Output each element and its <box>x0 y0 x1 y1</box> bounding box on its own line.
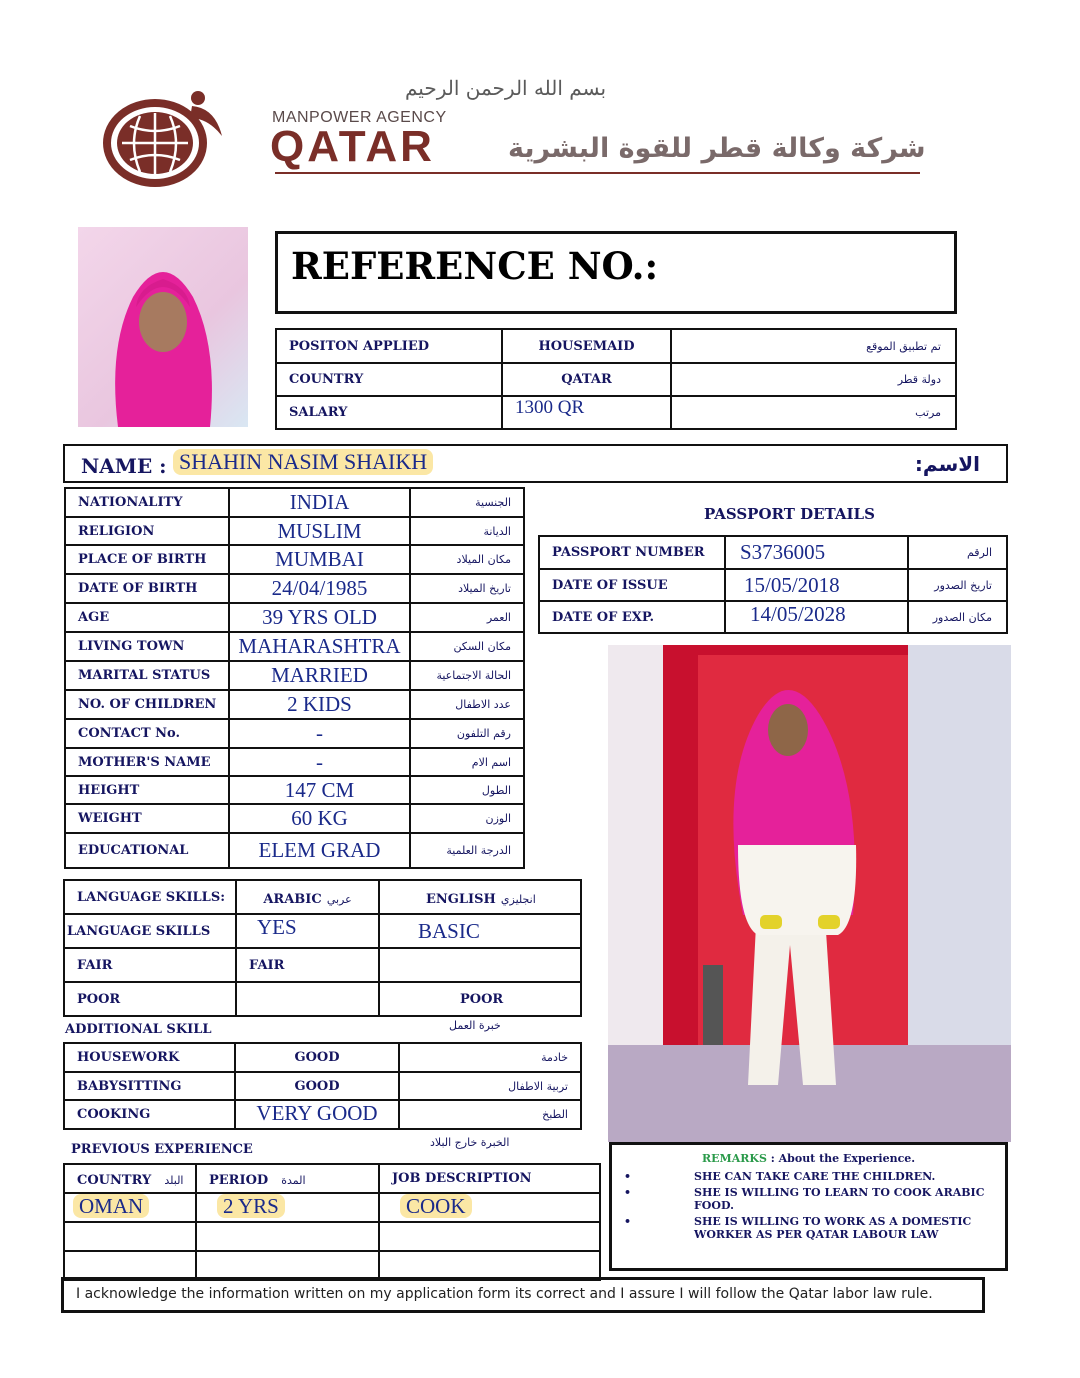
field-label: NATIONALITY <box>65 488 229 517</box>
field-value: 147 CM <box>229 776 410 804</box>
reference-title: REFERENCE NO.: <box>291 244 659 288</box>
experience-period: 2 YRS <box>217 1194 285 1218</box>
expiry-date-arabic: مكان الصدور <box>908 601 1007 633</box>
remarks-title <box>702 1152 915 1165</box>
table-row <box>64 1072 581 1100</box>
cooking-arabic: الطبخ <box>399 1100 581 1129</box>
issue-date-arabic: تاريخ الصدور <box>908 569 1007 601</box>
applicant-name: SHAHIN NASIM SHAIKH <box>173 449 433 475</box>
cooking-value: VERY GOOD <box>235 1100 399 1129</box>
field-label: EDUCATIONAL <box>65 833 229 868</box>
position-value: HOUSEMAID <box>502 329 671 363</box>
field-value: 2 KIDS <box>229 690 410 719</box>
field-label: AGE <box>65 603 229 632</box>
english-column-arabic: انجليزي <box>500 892 536 906</box>
field-value: MARRIED <box>229 661 410 690</box>
salary-label: SALARY <box>276 396 502 429</box>
applicant-portrait-photo <box>78 227 248 427</box>
fair-label: FAIR <box>64 948 236 982</box>
table-row <box>64 1251 600 1280</box>
field-arabic-label: الطول <box>410 776 524 804</box>
field-value: - <box>229 748 410 776</box>
issue-date-label: DATE OF ISSUE <box>539 569 725 601</box>
list-item: • SHE IS WILLING TO LEARN TO COOK ARABIC FOOD. <box>624 1186 985 1212</box>
remarks-title-rest: : About the Experience. <box>770 1152 916 1165</box>
babysitting-label: BABYSITTING <box>64 1072 235 1100</box>
experience-job: COOK <box>400 1194 472 1218</box>
arabic-column-header <box>236 880 379 914</box>
field-arabic-label: تاريخ الميلاد <box>410 574 524 603</box>
table-row <box>65 574 524 603</box>
passport-title: PASSPORT DETAILS <box>704 505 875 523</box>
table-row <box>64 1222 600 1251</box>
table-row <box>65 719 524 748</box>
table-row <box>65 804 524 833</box>
field-arabic-label: رقم التلفون <box>410 719 524 748</box>
table-row <box>539 601 1007 633</box>
job-column-label: JOB DESCRIPTION <box>379 1164 600 1193</box>
field-value: MAHARASHTRA <box>229 632 410 661</box>
language-skills-label: LANGUAGE SKILLS <box>64 914 236 948</box>
field-label: MOTHER'S NAME <box>65 748 229 776</box>
additional-skills-table <box>63 1042 582 1130</box>
previous-experience-arabic-title: الخبرة خارج البلاد <box>430 1136 510 1149</box>
header-divider <box>275 172 920 174</box>
table-row <box>65 632 524 661</box>
field-arabic-label: الحالة الاجتماعية <box>410 661 524 690</box>
table-row <box>539 569 1007 601</box>
field-arabic-label: مكان السكن <box>410 632 524 661</box>
table-row <box>65 661 524 690</box>
period-column-header <box>196 1164 379 1193</box>
housework-label: HOUSEWORK <box>64 1043 235 1072</box>
remarks-title-label: REMARKS <box>702 1152 767 1165</box>
remarks-list <box>624 1170 1004 1241</box>
field-value: ELEM GRAD <box>229 833 410 868</box>
table-row <box>539 536 1007 569</box>
english-column-label: ENGLISH <box>426 891 496 907</box>
table-row <box>64 1100 581 1129</box>
issue-date-value: 15/05/2018 <box>725 569 908 601</box>
babysitting-value: GOOD <box>235 1072 399 1100</box>
passport-number-arabic: الرقم <box>908 536 1007 569</box>
arabic-fair-value: FAIR <box>236 948 379 982</box>
list-item: • SHE IS WILLING TO WORK AS A DOMESTIC WORKER AS PER QATAR LABOUR LAW <box>624 1215 972 1241</box>
arabic-column-arabic: عربي <box>326 892 352 906</box>
country-value: QATAR <box>502 363 671 396</box>
table-row <box>64 1193 600 1222</box>
table-row <box>64 914 581 948</box>
passport-number-label: PASSPORT NUMBER <box>539 536 725 569</box>
field-arabic-label: الوزن <box>410 804 524 833</box>
field-label: CONTACT No. <box>65 719 229 748</box>
position-label: POSITON APPLIED <box>276 329 502 363</box>
field-value: MUSLIM <box>229 517 410 545</box>
expiry-date-value: 14/05/2028 <box>725 601 908 633</box>
reference-box <box>275 231 957 314</box>
experience-table <box>63 1163 601 1281</box>
table-row <box>65 603 524 632</box>
name-arabic-label: الاسم: <box>914 452 980 476</box>
applicant-full-photo <box>608 645 1011 1142</box>
language-table <box>63 879 582 1017</box>
field-label: HEIGHT <box>65 776 229 804</box>
babysitting-arabic: تربية الاطفال <box>399 1072 581 1100</box>
field-arabic-label: عدد الاطفال <box>410 690 524 719</box>
table-row <box>64 982 581 1016</box>
field-label: MARITAL STATUS <box>65 661 229 690</box>
field-label: LIVING TOWN <box>65 632 229 661</box>
agency-title: QATAR <box>270 122 435 171</box>
table-row <box>64 948 581 982</box>
period-column-arabic: المدة <box>281 1174 306 1187</box>
acknowledgement-text: I acknowledge the information written on my application form its correct and I assure I will follow the Qatar labor law rule. <box>61 1277 985 1313</box>
field-value: 24/04/1985 <box>229 574 410 603</box>
table-row <box>65 690 524 719</box>
name-label: NAME : <box>81 454 167 478</box>
field-arabic-label: العمر <box>410 603 524 632</box>
table-row <box>276 396 956 429</box>
field-arabic-label: مكان الميلاد <box>410 545 524 574</box>
country-label: COUNTRY <box>276 363 502 396</box>
field-arabic-label: الجنسية <box>410 488 524 517</box>
country-arabic: دولة قطر <box>671 363 956 396</box>
field-label: NO. OF CHILDREN <box>65 690 229 719</box>
additional-skill-title: ADDITIONAL SKILL <box>65 1022 212 1037</box>
poor-label: POOR <box>64 982 236 1016</box>
english-skill-value: BASIC <box>379 914 581 948</box>
agency-logo <box>100 88 230 188</box>
table-row <box>65 517 524 545</box>
position-arabic: تم تطبيق الموقع <box>671 329 956 363</box>
table-row <box>276 363 956 396</box>
list-item: • SHE CAN TAKE CARE THE CHILDREN. <box>624 1170 936 1183</box>
housework-value: GOOD <box>235 1043 399 1072</box>
cooking-label: COOKING <box>64 1100 235 1129</box>
field-label: RELIGION <box>65 517 229 545</box>
table-row <box>65 776 524 804</box>
english-poor-value: POOR <box>379 982 581 1016</box>
table-row <box>65 488 524 517</box>
field-arabic-label: الدرجة العلمية <box>410 833 524 868</box>
experience-country: OMAN <box>73 1194 149 1218</box>
field-label: PLACE OF BIRTH <box>65 545 229 574</box>
expiry-date-label: DATE OF EXP. <box>539 601 725 633</box>
position-table <box>275 328 957 430</box>
salary-value: 1300 QR <box>502 396 671 429</box>
passport-table <box>538 535 1008 634</box>
table-row <box>64 1164 600 1193</box>
previous-experience-title: PREVIOUS EXPERIENCE <box>71 1142 253 1157</box>
agency-subtitle: MANPOWER AGENCY <box>272 109 447 126</box>
field-label: DATE OF BIRTH <box>65 574 229 603</box>
arabic-column-label: ARABIC <box>263 891 322 907</box>
country-column-label: COUNTRY <box>77 1173 152 1188</box>
arabic-poor-value <box>236 982 379 1016</box>
name-bar <box>63 444 1008 483</box>
housework-arabic: خادمة <box>399 1043 581 1072</box>
english-column-header <box>379 880 581 914</box>
table-row <box>65 748 524 776</box>
english-fair-value <box>379 948 581 982</box>
agency-arabic-title: شركة وكالة قطر للقوة البشرية <box>508 133 926 164</box>
field-value: 60 KG <box>229 804 410 833</box>
period-column-label: PERIOD <box>209 1173 269 1188</box>
field-value: INDIA <box>229 488 410 517</box>
field-arabic-label: الديانة <box>410 517 524 545</box>
table-row <box>64 1043 581 1072</box>
country-column-arabic: البلد <box>164 1174 184 1187</box>
passport-number-value: S3736005 <box>725 536 908 569</box>
additional-skill-arabic-title: خبرة العمل <box>449 1019 501 1032</box>
country-column-header <box>64 1164 196 1193</box>
bismillah-calligraphy: بسم الله الرحمن الرحيم <box>405 76 607 100</box>
table-row <box>64 880 581 914</box>
field-value: - <box>229 719 410 748</box>
remarks-box <box>609 1142 1008 1271</box>
field-label: WEIGHT <box>65 804 229 833</box>
table-row <box>65 833 524 868</box>
language-header-label: LANGUAGE SKILLS: <box>64 880 236 914</box>
salary-arabic: مرتب <box>671 396 956 429</box>
table-row <box>65 545 524 574</box>
field-arabic-label: اسم الام <box>410 748 524 776</box>
field-value: 39 YRS OLD <box>229 603 410 632</box>
field-value: MUMBAI <box>229 545 410 574</box>
arabic-skill-value: YES <box>236 914 379 948</box>
table-row <box>276 329 956 363</box>
personal-details-table <box>64 487 525 869</box>
